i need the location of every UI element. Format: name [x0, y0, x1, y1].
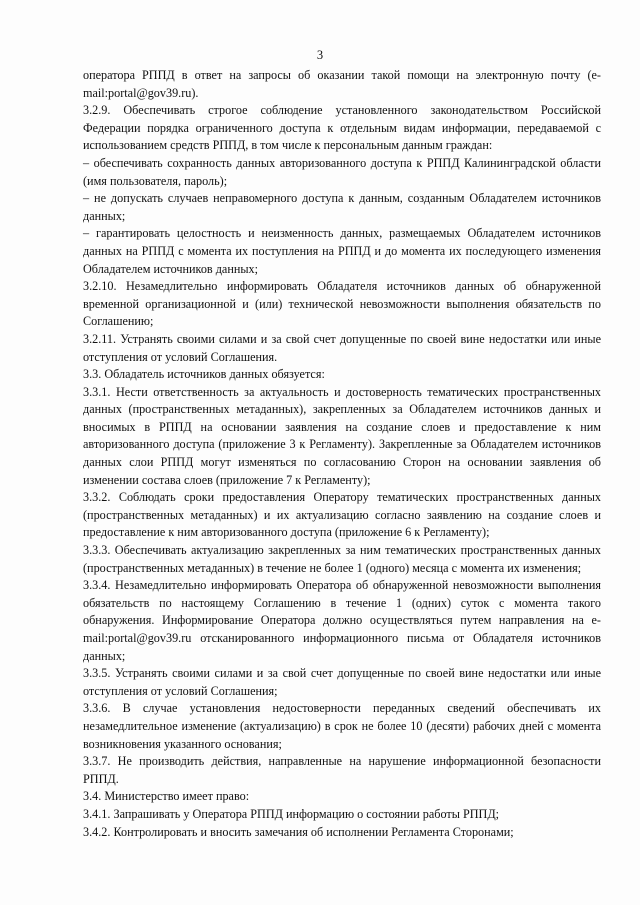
- paragraph-continuation: оператора РППД в ответ на запросы об оказании такой помощи на электронную почту (e-mail:portal@gov39.ru).: [83, 68, 601, 100]
- section-3-3-heading: 3.3. Обладатель источников данных обязуется:: [83, 367, 325, 382]
- clause-3-2-11: 3.2.11. Устранять своими силами и за свой счет допущенные по своей вине недостатки или иные отступления от условий Соглашения.: [83, 331, 601, 364]
- clause-3-3-1: 3.3.1. Нести ответственность за актуальность и достоверность тематических пространственных данных (пространственных метаданных), закрепленных за Обладателем источников данных и вносимых в РППД на основании заявления на создание слоев и предоставление к ним авторизованного доступа (приложение 3 к Регламенту). Закрепленные за Обладателем источников данных слои РППД могут изменяться по согласованию Сторон на основании заявления об изменении состава слоев (приложение 7 к Регламенту);: [83, 384, 601, 487]
- section-3-4-heading: 3.4. Министерство имеет право:: [83, 789, 250, 804]
- clause-3-4-2: 3.4.2. Контролировать и вносить замечания об исполнении Регламента Сторонами;: [83, 824, 514, 839]
- document-body: [83, 67, 601, 841]
- clause-3-2-9: 3.2.9. Обеспечивать строгое соблюдение установленного законодательством Российской Федерации порядка ограниченного доступа к отдельным видам информации, передаваемой с использованием средств РППД, в том числе к персональным данным граждан:: [83, 103, 601, 153]
- clause-3-4-1: 3.4.1. Запрашивать у Оператора РППД информацию о состоянии работы РППД;: [83, 806, 500, 821]
- clause-3-3-2: 3.3.2. Соблюдать сроки предоставления Оператору тематических пространственных данных (пространственных метаданных) и их актуализацию согласно заявлению на создание слоев и предоставление к ним авторизованного доступа (приложение 6 к Регламенту);: [83, 490, 601, 540]
- clause-3-3-5: 3.3.5. Устранять своими силами и за свой счет допущенные по своей вине недостатки или иные отступления от условий Соглашения;: [83, 666, 601, 698]
- page-number: 3: [316, 48, 324, 62]
- bullet-item: – гарантировать целостность и неизменность данных, размещаемых Обладателем источников данных на РППД с момента их поступления на РППД и до момента их последующего изменения Обладателем источников данных;: [83, 226, 601, 276]
- clause-3-3-3: 3.3.3. Обеспечивать актуализацию закрепленных за ним тематических пространственных данных (пространственных метаданных) в течение не более 1 (одного) месяца с момента их изменения;: [83, 543, 601, 575]
- clause-3-3-4: 3.3.4. Незамедлительно информировать Оператора об обнаруженной невозможности выполнения обязательств по настоящему Соглашению в течение 1 (одних) суток с момента такого обнаружения. Информирование Оператора должно осуществляться путем направления на e-mail:portal@gov39.ru отсканированного информационного письма от Обладателя источников данных;: [83, 578, 601, 663]
- bullet-item: – не допускать случаев неправомерного доступа к данным, созданным Обладателем источников данных;: [83, 191, 601, 223]
- bullet-item: – обеспечивать сохранность данных авторизованного доступа к РППД Калининградской области (имя пользователя, пароль);: [83, 155, 601, 188]
- clause-3-3-7: 3.3.7. Не производить действия, направленные на нарушение информационной безопасности РППД.: [83, 754, 601, 786]
- clause-3-3-6: 3.3.6. В случае установления недостоверности переданных сведений обеспечивать их незамедлительное изменение (актуализацию) в срок не более 10 (десяти) рабочих дней с момента возникновения указанного основания;: [83, 701, 601, 751]
- clause-3-2-10: 3.2.10. Незамедлительно информировать Обладателя источников данных об обнаруженной временной организационной и (или) технической невозможности выполнения обязательств по Соглашению;: [83, 279, 601, 329]
